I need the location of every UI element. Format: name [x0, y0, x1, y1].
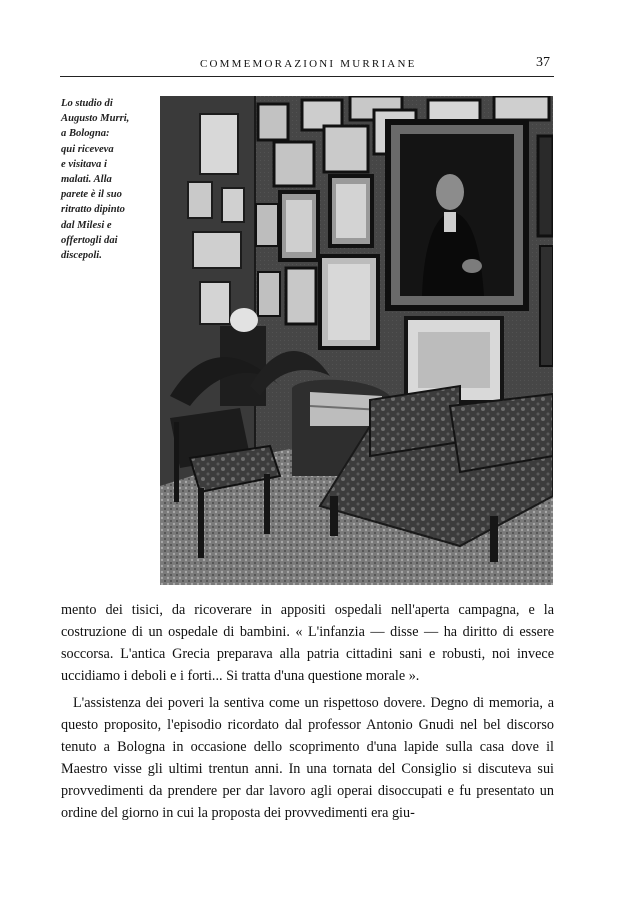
- paragraph-1: mento dei tisici, da ricoverare in appositi ospedali nell'aperta campagna, e la costruzione di un ospedale di bambini. « L'infanzia — disse — ha diritto di essere soccorsa. L'antica Grecia preparava alla patria cittadini sani e robusti, noi invece uccidiamo i deboli e i forti... Si tratta d'una questione morale ».: [61, 602, 554, 684]
- caption-line: e visitava i: [61, 158, 107, 170]
- caption-line: dal Milesi e: [61, 219, 112, 231]
- running-title: COMMEMORAZIONI MURRIANE: [200, 58, 417, 70]
- caption-line: Lo studio di: [61, 98, 113, 109]
- caption-line: a Bologna:: [61, 128, 110, 140]
- caption-line: malati. Alla: [61, 174, 112, 186]
- header-rule: [60, 76, 554, 77]
- study-photograph-drawing: [160, 96, 553, 585]
- study-photograph: [160, 96, 553, 585]
- body-text: [61, 599, 554, 824]
- caption-line: discepoli.: [61, 250, 102, 262]
- caption-line: offertogli dai: [61, 234, 118, 246]
- caption-line: parete è il suo: [61, 189, 122, 201]
- photo-caption: [61, 96, 153, 263]
- caption-line: Augusto Murri,: [61, 113, 130, 125]
- caption-line: qui riceveva: [61, 143, 114, 155]
- page-number: 37: [536, 55, 550, 70]
- caption-line: ritratto dipinto: [61, 204, 125, 216]
- paragraph-2: L'assistenza dei poveri la sentiva come un rispettoso dovere. Degno di memoria, a questo proposito, l'episodio ricordato dal professor Antonio Gnudi nel bel discorso tenuto a Bologna in occasione dello scoprimento d'una lapide sulla casa dove il Maestro visse gli ultimi trentun anni. In una tornata del Consiglio si discuteva sui provvedimenti da prendere per dar lavoro agli operai disoccupati e fu presentato un ordine del giorno in cui la proposta dei provvedimenti era giu-: [61, 695, 554, 821]
